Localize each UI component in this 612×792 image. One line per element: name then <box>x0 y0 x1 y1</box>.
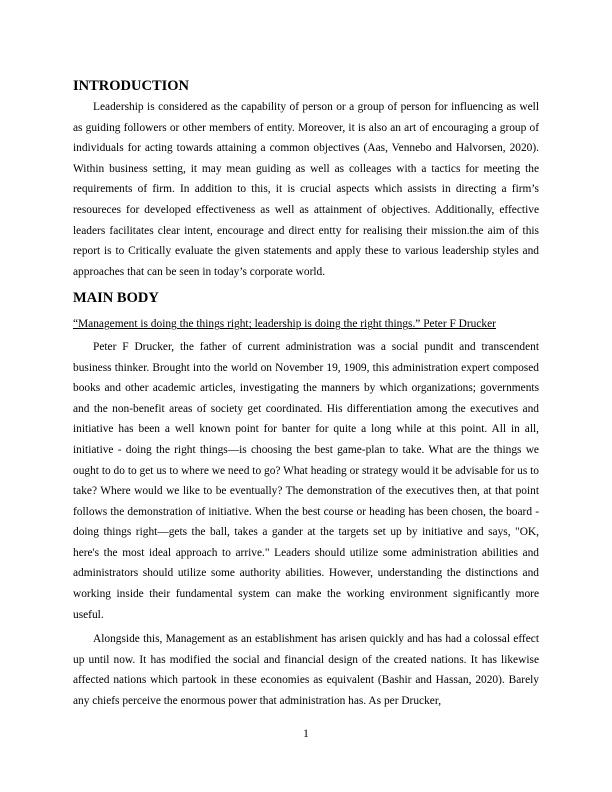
introduction-heading: INTRODUCTION <box>73 78 190 94</box>
main-body-paragraph-1: Peter F Drucker, the father of current administration was a social pundit and transcendent business thinker. Brought into the world on November 19, 1909, this administration expert composed books and other academic articles, investigating the manners by which organizations; governments and the non-benefit areas of society get coordinated. His differentiation among the executives and initiative has been a well known point for banter for quite a long while at this point. All in all, initiative - doing the right things—is choosing the best game-plan to take. What are the things we ought to do to get us to where we need to go? What heading or strategy would it be advisable for us to take? Where would we like to be eventually? The demonstration of the executives then, at that point follows the demonstration of initiative. When the best course or heading has been chosen, the board - doing things right—gets the ball, takes a gander at the targets set up by initiative and says, "OK, here's the most ideal approach to arrive." Leaders should utilize some administration abilities and administrators should utilize some authority abilities. However, understanding the distinctions and working inside their fundamental system can make the working environment significantly more useful. <box>73 340 539 621</box>
document-page <box>73 76 539 712</box>
page-number: 1 <box>303 728 309 740</box>
drucker-quote: “Management is doing the things right; leadership is doing the right things.” Peter F Drucker <box>73 318 496 331</box>
main-body-paragraph-2: Alongside this, Management as an establishment has arisen quickly and has had a colossal effect up until now. It has modified the social and financial design of the created nations. It has likewise affected nations which partook in these economies as equivalent (Bashir and Hassan, 2020). Barely any chiefs perceive the enormous power that administration has. As per Drucker, <box>73 633 539 708</box>
introduction-paragraph: Leadership is considered as the capability of person or a group of person for influencing as well as guiding followers or other members of entity. Moreover, it is also an art of encouraging a group of individuals for acting towards attaining a common objectives (Aas, Vennebo and Halvorsen, 2020). Within business setting, it may mean guiding as well as colleages with a tactics for meeting the requirements of firm. In addition to this, it is crucial aspects which assists in directing a firm’s resoureces for developed effectiveness as well as attainment of objectives. Additionally, effective leaders facilitates clear intent, encourage and direct entty for realising their mission.the aim of this report is to Critically evaluate the given statements and apply these to various leadership styles and approaches that can be seen in today’s corporate world. <box>73 101 539 278</box>
main-body-heading: MAIN BODY <box>73 290 159 307</box>
